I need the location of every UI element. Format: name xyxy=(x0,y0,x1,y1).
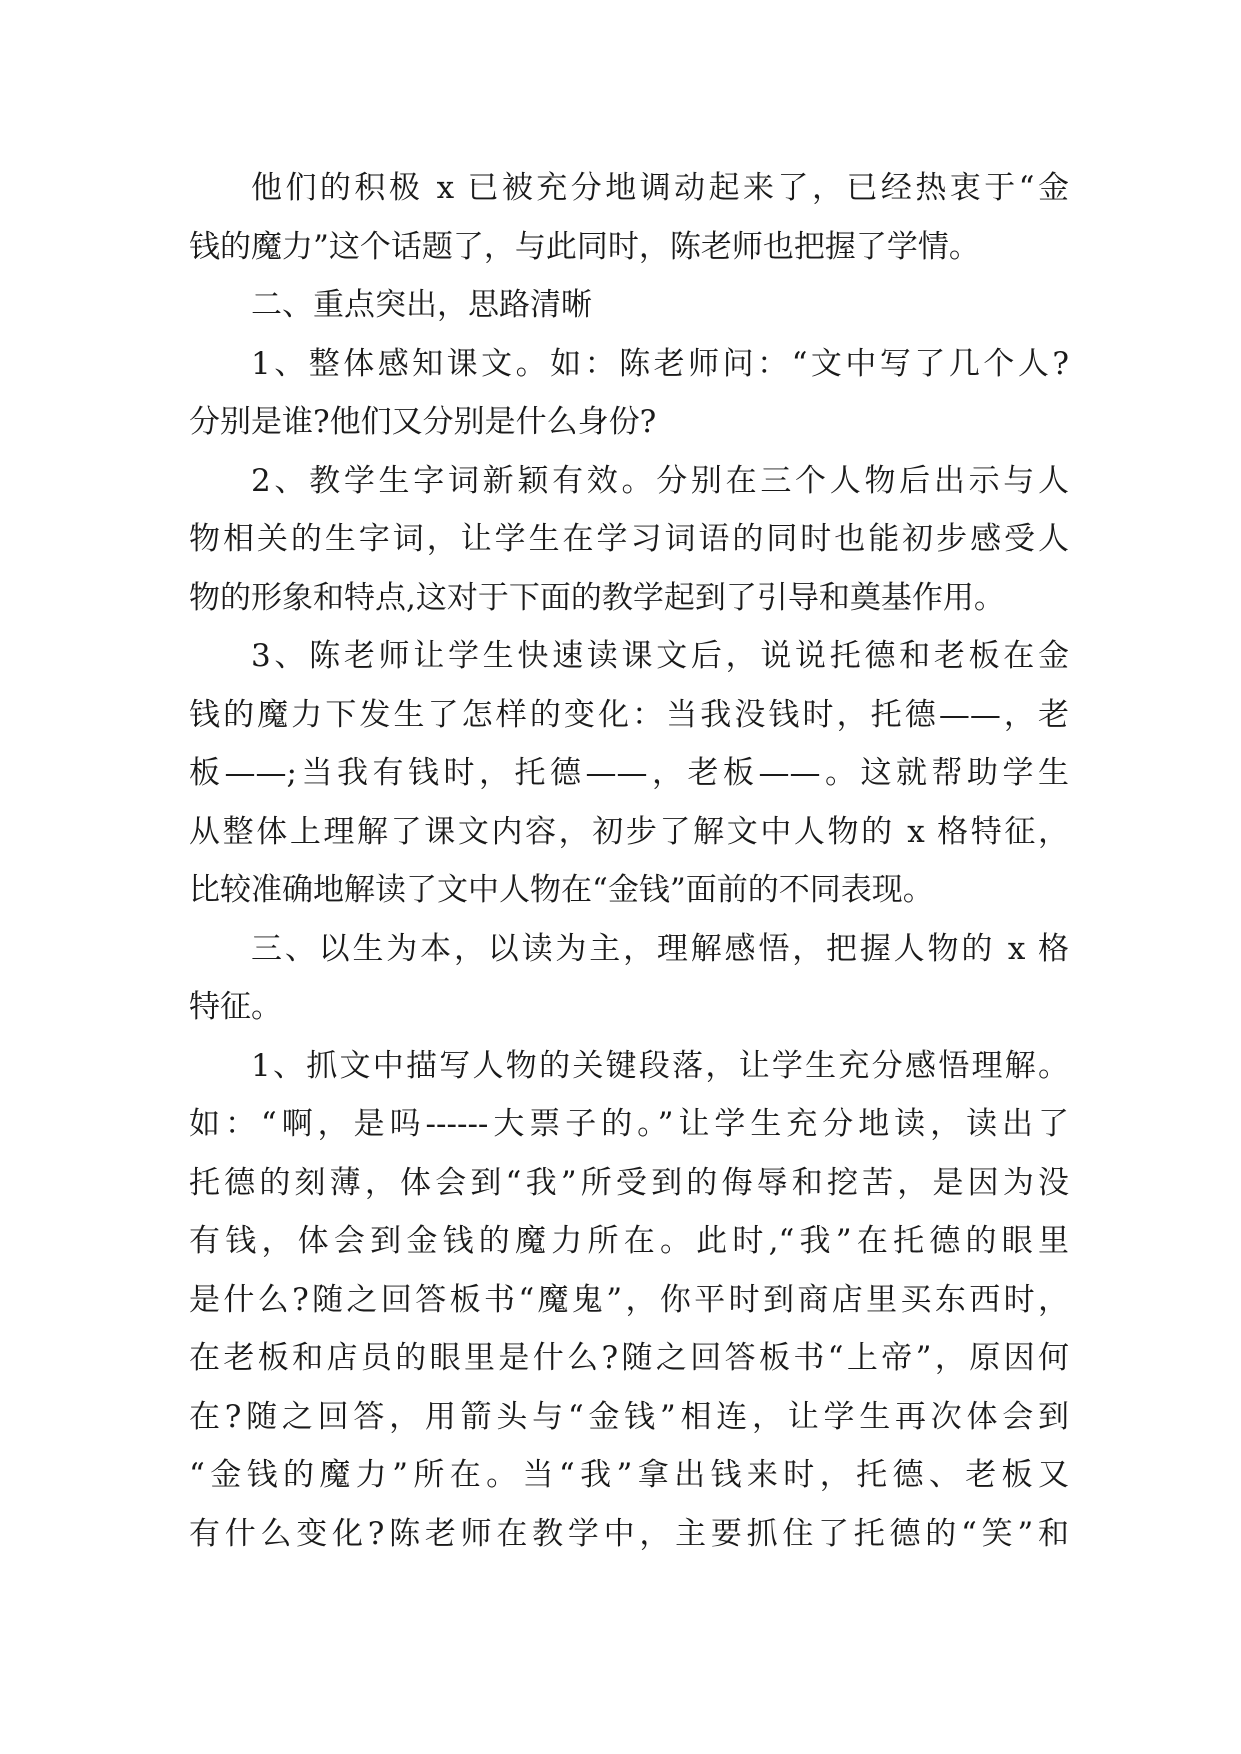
text-line: 有什么变化?陈老师在教学中，主要抓住了托德的“笑”和 xyxy=(189,1515,1069,1552)
body-text xyxy=(189,159,1069,1563)
text-line: 钱的魔力下发生了怎样的变化：当我没钱时，托德——，老 xyxy=(189,696,1069,733)
section-heading: 三、以生为本，以读为主，理解感悟，把握人物的 x 格 xyxy=(251,930,1069,967)
text-line: 板——;当我有钱时，托德——，老板——。这就帮助学生 xyxy=(189,755,1069,791)
text-line: 3、陈老师让学生快速读课文后，说说托德和老板在金 xyxy=(251,638,1069,674)
text-line: 是什么?随之回答板书“魔鬼”，你平时到商店里买东西时， xyxy=(189,1281,1069,1318)
text-line: 钱的魔力”这个话题了，与此同时，陈老师也把握了学情。 xyxy=(189,228,980,265)
text-line: 1、抓文中描写人物的关键段落，让学生充分感悟理解。 xyxy=(251,1047,1069,1084)
text-line: 在?随之回答，用箭头与“金钱”相连，让学生再次体会到 xyxy=(189,1398,1069,1435)
text-line: 分别是谁?他们又分别是什么身份? xyxy=(189,404,657,440)
text-line: 物相关的生字词，让学生在学习词语的同时也能初步感受人 xyxy=(189,521,1069,557)
text-line: 在老板和店员的眼里是什么?随之回答板书“上帝”，原因何 xyxy=(189,1340,1069,1376)
text-line: “金钱的魔力”所在。当“我”拿出钱来时，托德、老板又 xyxy=(189,1457,1069,1493)
section-heading-continued: 特征。 xyxy=(189,989,282,1025)
section-heading: 二、重点突出，思路清晰 xyxy=(251,287,592,323)
text-line: 2、教学生字词新颖有效。分别在三个人物后出示与人 xyxy=(251,462,1069,499)
text-line: 他们的积极 x 已被充分地调动起来了，已经热衷于“金 xyxy=(251,170,1069,206)
text-line: 从整体上理解了课文内容，初步了解文中人物的 x 格特征， xyxy=(189,813,1069,850)
text-line: 1、整体感知课文。如：陈老师问：“文中写了几个人? xyxy=(251,345,1069,382)
text-line: 有钱，体会到金钱的魔力所在。此时,“我”在托德的眼里 xyxy=(189,1223,1069,1259)
text-line: 比较准确地解读了文中人物在“金钱”面前的不同表现。 xyxy=(189,872,934,908)
text-line: 物的形象和特点,这对于下面的教学起到了引导和奠基作用。 xyxy=(189,579,1005,616)
text-line: 托德的刻薄，体会到“我”所受到的侮辱和挖苦，是因为没 xyxy=(189,1164,1069,1201)
text-line: 如：“啊，是吗------大票子的。”让学生充分地读，读出了 xyxy=(189,1106,1069,1142)
